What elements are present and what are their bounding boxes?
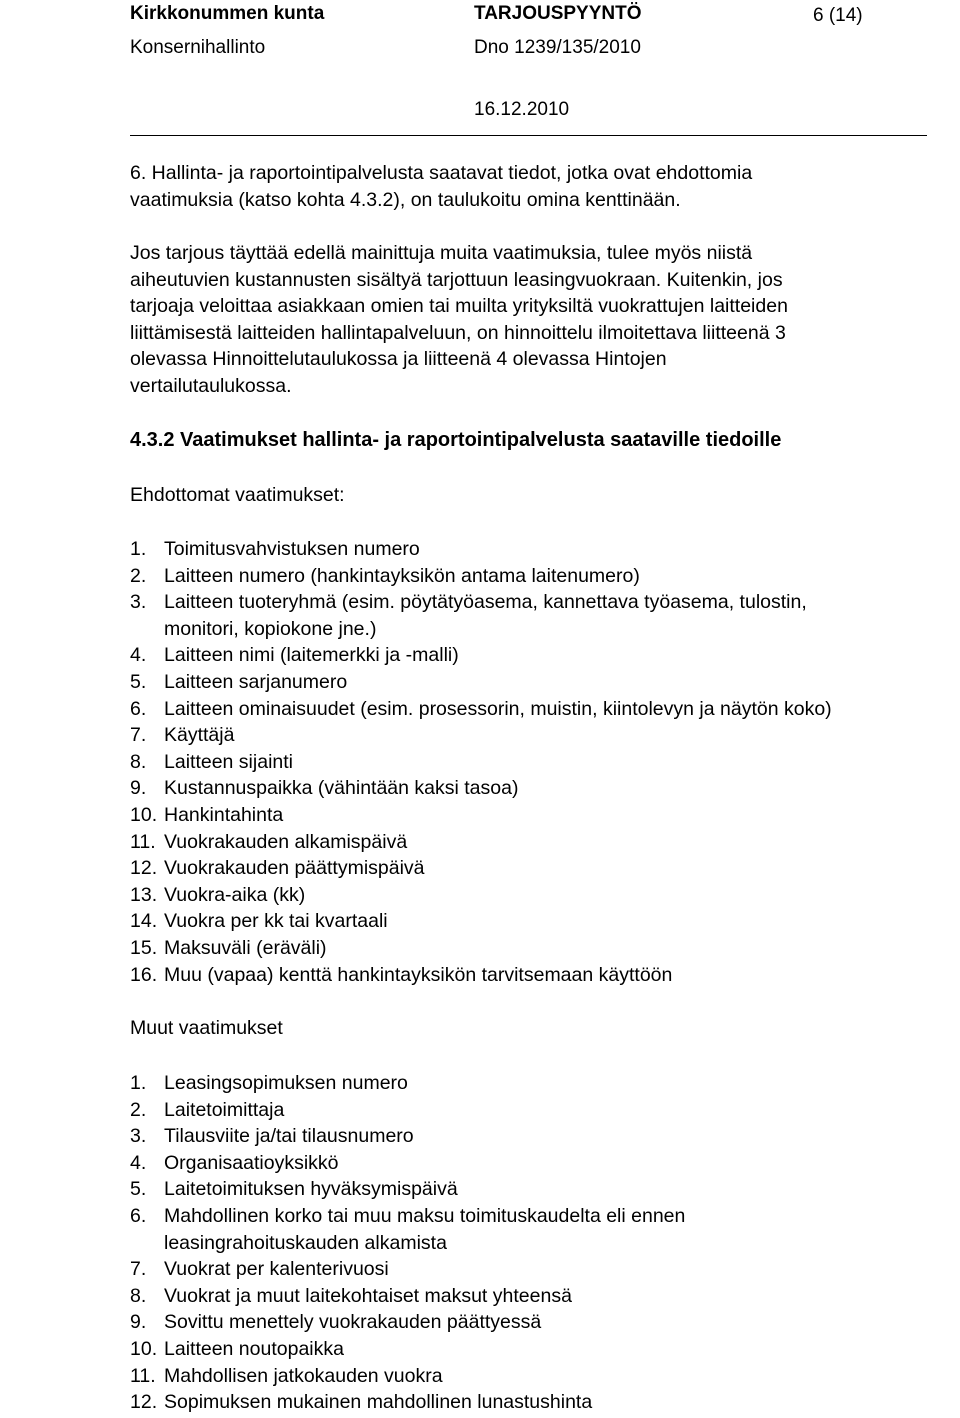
list-item-number: 4.	[130, 644, 147, 667]
list-item-text: Vuokrat ja muut laitekohtaiset maksut yhteensä	[164, 1284, 572, 1307]
list-item-number: 5.	[130, 1178, 147, 1201]
document-type: TARJOUSPYYNTÖ	[474, 3, 642, 24]
list-item	[130, 882, 832, 909]
intro-item-6-line: 6. Hallinta- ja raportointipalvelusta saatavat tiedot, jotka ovat ehdottomia	[130, 162, 753, 184]
list-item	[130, 722, 832, 749]
list-item	[130, 1283, 685, 1310]
list-item	[130, 1123, 685, 1150]
list-item-number: 8.	[130, 750, 147, 773]
list-item-text: Muu (vapaa) kenttä hankintayksikön tarvitsemaan käyttöön	[164, 963, 673, 986]
list-item-text: Organisaatioyksikkö	[164, 1151, 339, 1174]
list-item-number: 13.	[130, 883, 158, 906]
section-heading: 4.3.2 Vaatimukset hallinta- ja raportointipalvelusta saataville tiedoille	[130, 429, 782, 451]
list-item-number: 11.	[130, 830, 156, 853]
list-item-text: Laitetoimituksen hyväksymispäivä	[164, 1178, 458, 1201]
list-item-number: 15.	[130, 936, 158, 959]
list-item-number: 12.	[130, 857, 158, 880]
list-item	[130, 1097, 685, 1124]
list-item-text: Vuokra per kk tai kvartaali	[164, 910, 388, 933]
department-name: Konsernihallinto	[130, 37, 266, 58]
list-item	[130, 669, 832, 696]
paragraph-line: tarjoaja veloittaa asiakkaan omien tai muilta yrityksiltä vuokrattujen laitteiden	[130, 295, 788, 318]
list-item-text: Mahdollinen korko tai muu maksu toimituskaudelta eli ennen	[164, 1204, 686, 1227]
list-item-text: Laitteen sarjanumero	[164, 670, 348, 693]
list-item-text: Tilausviite ja/tai tilausnumero	[164, 1125, 414, 1148]
list-item	[130, 1203, 685, 1256]
intro-item-6	[130, 160, 930, 213]
list-item-number: 16.	[130, 963, 158, 986]
list-item	[130, 775, 832, 802]
list-item-text: Leasingsopimuksen numero	[164, 1072, 408, 1094]
list-item-number: 6.	[130, 697, 147, 720]
list-item-number: 2.	[130, 564, 147, 587]
list-item-text: Laitteen tuoteryhmä (esim. pöytätyöasema, kannettava työasema, tulostin,	[164, 591, 807, 614]
organization-name: Kirkkonummen kunta	[130, 3, 325, 24]
list-item-number: 5.	[130, 670, 147, 693]
list-item-number: 3.	[130, 1125, 147, 1148]
list-item	[130, 1150, 685, 1177]
list-item-text: Maksuväli (eräväli)	[164, 936, 327, 959]
intro-item-6-line: vaatimuksia (katso kohta 4.3.2), on taulukoitu omina kenttinään.	[130, 188, 681, 211]
list-item-text: Kustannuspaikka (vähintään kaksi tasoa)	[164, 777, 519, 800]
list-item	[130, 642, 832, 669]
list-item-text: Vuokrat per kalenterivuosi	[164, 1258, 389, 1281]
other-requirements-list	[130, 1070, 685, 1416]
list-item-text: Laitteen sijainti	[164, 750, 293, 773]
list-item	[130, 1176, 685, 1203]
list-item-text: Vuokra-aika (kk)	[164, 883, 306, 906]
document-number: Dno 1239/135/2010	[474, 37, 641, 58]
paragraph-line: aiheutuvien kustannusten sisältyä tarjottuun leasingvuokraan. Kuitenkin, jos	[130, 268, 783, 291]
list-item-text: leasingrahoituskauden alkamista	[164, 1231, 447, 1254]
list-item	[130, 563, 832, 590]
mandatory-requirements-title: Ehdottomat vaatimukset:	[130, 484, 345, 506]
list-item	[130, 1309, 685, 1336]
list-item	[130, 908, 832, 935]
document-date: 16.12.2010	[474, 99, 570, 120]
list-item	[130, 1363, 685, 1390]
list-item-number: 7.	[130, 724, 147, 747]
page-number: 6 (14)	[813, 5, 863, 26]
paragraph-line: Jos tarjous täyttää edellä mainittuja muita vaatimuksia, tulee myös niistä	[130, 242, 753, 264]
list-item-text: Laitetoimittaja	[164, 1098, 285, 1121]
list-item-text: Vuokrakauden päättymispäivä	[164, 857, 425, 880]
list-item-number: 10.	[130, 1337, 158, 1360]
intro-paragraph	[130, 240, 930, 400]
list-item	[130, 1336, 685, 1363]
list-item	[130, 589, 832, 642]
list-item-number: 8.	[130, 1284, 147, 1307]
list-item-text: Sovittu menettely vuokrakauden päättyessä	[164, 1311, 542, 1334]
list-item-number: 14.	[130, 910, 158, 933]
list-item-text: Laitteen numero (hankintayksikön antama laitenumero)	[164, 564, 640, 587]
list-item	[130, 855, 832, 882]
list-item	[130, 802, 832, 829]
list-item	[130, 962, 832, 989]
mandatory-requirements-list	[130, 536, 832, 988]
list-item	[130, 696, 832, 723]
paragraph-line: olevassa Hinnoittelutaulukossa ja liitteenä 4 olevassa Hintojen	[130, 348, 667, 371]
list-item	[130, 935, 832, 962]
list-item-text: Sopimuksen mukainen mahdollinen lunastushinta	[164, 1391, 593, 1414]
list-item-text: monitori, kopiokone jne.)	[164, 617, 377, 640]
list-item-number: 7.	[130, 1258, 147, 1281]
list-item	[130, 1256, 685, 1283]
list-item-number: 3.	[130, 591, 147, 614]
list-item-number: 2.	[130, 1098, 147, 1121]
list-item-number: 9.	[130, 1311, 147, 1334]
list-item-number: 10.	[130, 803, 158, 826]
paragraph-line: vertailutaulukossa.	[130, 374, 292, 397]
list-item-text: Hankintahinta	[164, 803, 284, 826]
list-item-number: 9.	[130, 777, 147, 800]
paragraph-line: liittämisestä laitteiden hallintapalveluun, on hinnoittelu ilmoitettava liitteenä 3	[130, 321, 786, 344]
list-item-text: Laitteen nimi (laitemerkki ja -malli)	[164, 644, 459, 667]
list-item-number: 11.	[130, 1364, 156, 1387]
list-item	[130, 749, 832, 776]
list-item-number: 12.	[130, 1391, 158, 1414]
list-item	[130, 536, 832, 563]
header-divider	[130, 135, 927, 136]
other-requirements-title: Muut vaatimukset	[130, 1017, 283, 1039]
list-item	[130, 829, 832, 856]
list-item	[130, 1389, 685, 1416]
list-item-text: Käyttäjä	[164, 724, 235, 747]
list-item-text: Toimitusvahvistuksen numero	[164, 538, 420, 560]
list-item-number: 1.	[130, 1072, 147, 1094]
list-item-text: Mahdollisen jatkokauden vuokra	[164, 1364, 443, 1387]
list-item	[130, 1070, 685, 1097]
list-item-text: Laitteen ominaisuudet (esim. prosessorin, muistin, kiintolevyn ja näytön koko)	[164, 697, 832, 720]
list-item-number: 1.	[130, 538, 147, 560]
list-item-number: 6.	[130, 1204, 147, 1227]
list-item-text: Laitteen noutopaikka	[164, 1337, 344, 1360]
list-item-text: Vuokrakauden alkamispäivä	[164, 830, 408, 853]
list-item-number: 4.	[130, 1151, 147, 1174]
